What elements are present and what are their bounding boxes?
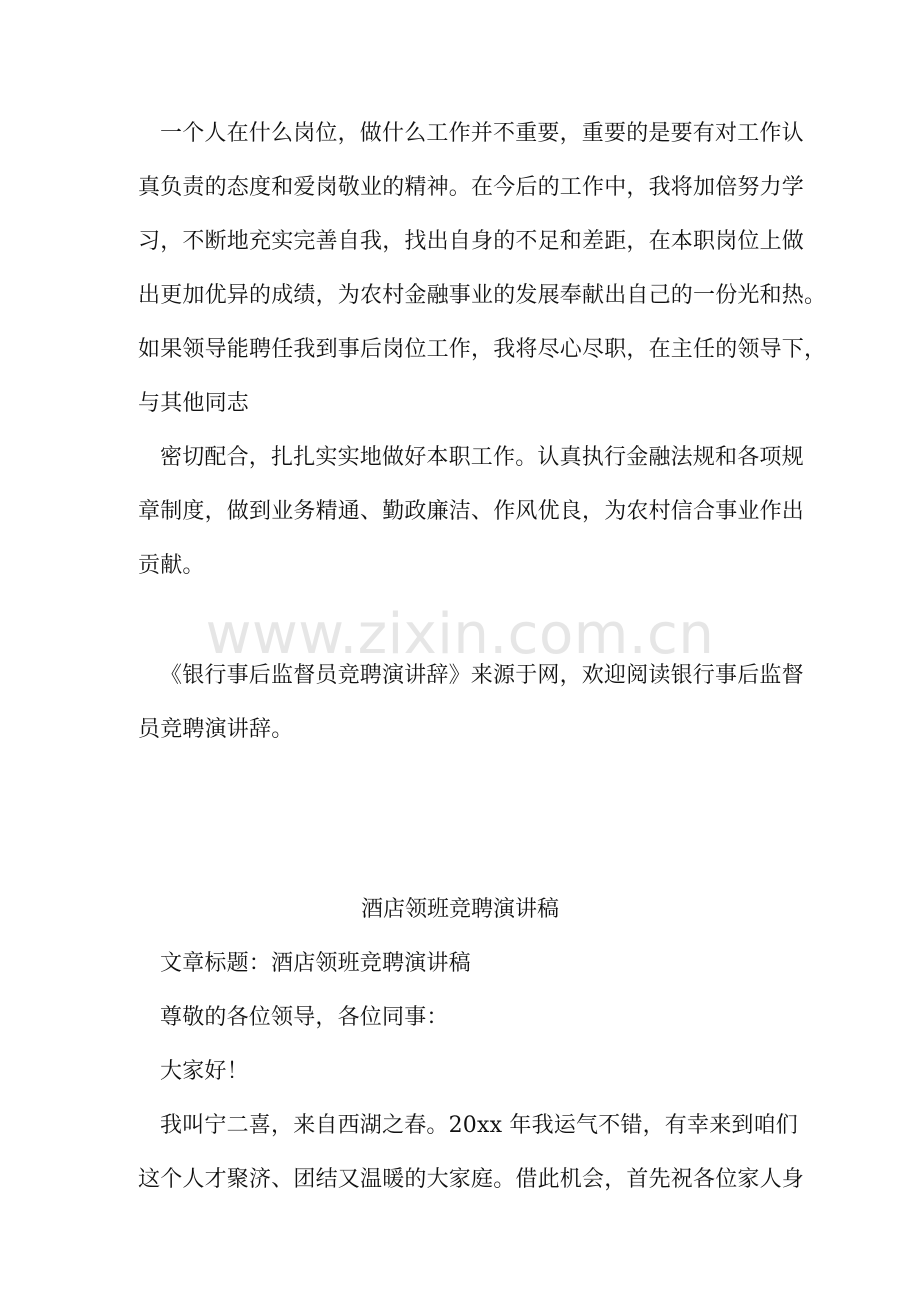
text-line: 与其他同志 — [138, 391, 250, 416]
text-line: 这个人才聚济、团结又温暖的大家庭。借此机会，首先祝各位家人身 — [138, 1167, 805, 1192]
text-line: 贡献。 — [138, 553, 205, 578]
greeting: 大家好！ — [160, 1059, 249, 1084]
text-line: 习，不断地充实完善自我，找出自身的不足和差距，在本职岗位上做 — [138, 229, 805, 254]
article-heading: 文章标题：酒店领班竞聘演讲稿 — [160, 951, 471, 976]
text-line: 我叫宁二喜，来自西湖之春。20xx 年我运气不错，有幸来到咱们 — [160, 1113, 799, 1138]
text-line: 密切配合，扎扎实实地做好本职工作。认真执行金融法规和各项规 — [160, 445, 804, 470]
text-line: 如果领导能聘任我到事后岗位工作，我将尽心尽职，在主任的领导下， — [138, 337, 827, 362]
article-title: 酒店领班竞聘演讲稿 — [360, 897, 559, 922]
text-line: 出更加优异的成绩，为农村金融事业的发展奉献出自己的一份光和热。 — [138, 283, 827, 308]
text-line: 章制度，做到业务精通、勤政廉洁、作风优良，为农村信合事业作出 — [138, 499, 805, 524]
text-line: 员竞聘演讲辞。 — [138, 717, 294, 742]
text-line: 一个人在什么岗位，做什么工作并不重要，重要的是要有对工作认 — [160, 121, 804, 146]
text-line: 《银行事后监督员竞聘演讲辞》来源于网，欢迎阅读银行事后监督 — [160, 663, 804, 688]
watermark-text: www.zixin.com.cn — [205, 602, 715, 667]
salutation: 尊敬的各位领导，各位同事： — [160, 1005, 449, 1030]
text-line: 真负责的态度和爱岗敬业的精神。在今后的工作中，我将加倍努力学 — [138, 175, 805, 200]
